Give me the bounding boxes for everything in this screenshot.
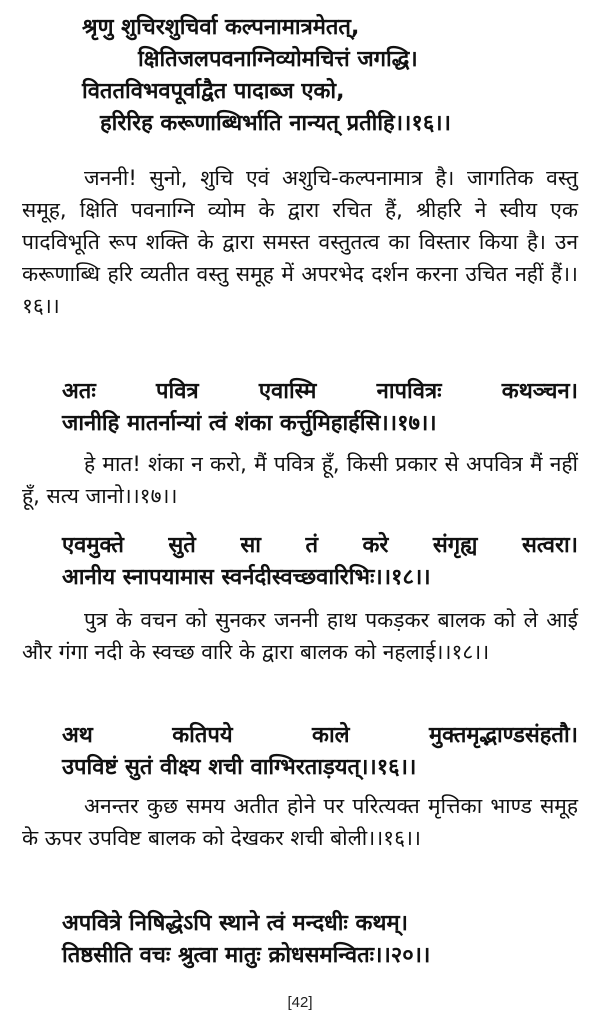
translation-17 [22,448,578,512]
translation-text: हे मात! शंका न करो, मैं पवित्र हूँ, किसी प्रकार से अपवित्र मैं नहीं हूँ, सत्य जानो।।१७।। [22,452,578,508]
verse-line: तिष्ठसीति वचः श्रुत्वा मातुः क्रोधसमन्वितः।।२०।। [62,943,431,968]
verse-line: अथ कतिपये काले मुक्तमृद्भाण्डसंहतौ। [62,723,578,748]
verse-line: अपवित्रे निषिद्धेऽपि स्थाने त्वं मन्दधीः कथम्। [62,911,408,936]
translation-18 [22,604,578,668]
page-number: [42] [287,994,313,1011]
translation-19 [22,790,578,854]
verse-19 [22,720,578,784]
verse-line: श्रृणु शुचिरशुचिर्वा कल्पनामात्रमेतत्, [82,15,360,40]
verse-line: हरिरिह करूणाब्धिर्भाति नान्यत् प्रतीहि।।१६।। [100,111,451,136]
verse-line: उपविष्टं सुतं वीक्ष्य शची वाग्भिरताड़यत्।।१६।। [62,755,417,780]
verse-18 [22,530,578,594]
verse-17 [22,376,578,440]
verse-line: विततविभवपूर्वाद्वैत पादाब्ज एको, [82,79,345,104]
verse-line: क्षितिजलपवनाग्निव्योमचित्तं जगद्धि। [138,47,418,72]
translation-text: पुत्र के वचन को सुनकर जननी हाथ पकड़कर बालक को ले आई और गंगा नदी के स्वच्छ वारि के द्वारा बालक को नहलाई।।१८।। [22,608,578,664]
verse-16 [22,12,578,140]
verse-20 [22,908,578,972]
translation-16 [22,162,578,322]
verse-line: अतः पवित्र एवास्मि नापवित्रः कथञ्चन। [62,379,578,404]
verse-line: एवमुक्ते सुते सा तं करे संगृह्य सत्वरा। [62,533,578,558]
translation-text: जननी! सुनो, शुचि एवं अशुचि-कल्पनामात्र है। जागतिक वस्तु समूह, क्षिति पवनाग्नि व्योम के द्वारा रचित हैं, श्रीहरि ने स्वीय एक पादविभूति रूप शक्ति के द्वारा समस्त वस्तुतत्व का विस्तार किया है। उन करूणाब्धि हरि व्यतीत वस्तु समूह में अपरभेद दर्शन करना उचित नहीं हैं।।१६।। [22,166,578,318]
verse-line: जानीहि मातर्नान्यां त्वं शंका कर्त्तुमिहार्हसि।।१७।। [62,411,437,436]
translation-text: अनन्तर कुछ समय अतीत होने पर परित्यक्त मृत्तिका भाण्ड समूह के ऊपर उपविष्ट बालक को देखकर शची बोली।।१६।। [22,794,578,850]
verse-line: आनीय स्नापयामास स्वर्नदीस्वच्छवारिभिः।।१८।। [62,565,431,590]
